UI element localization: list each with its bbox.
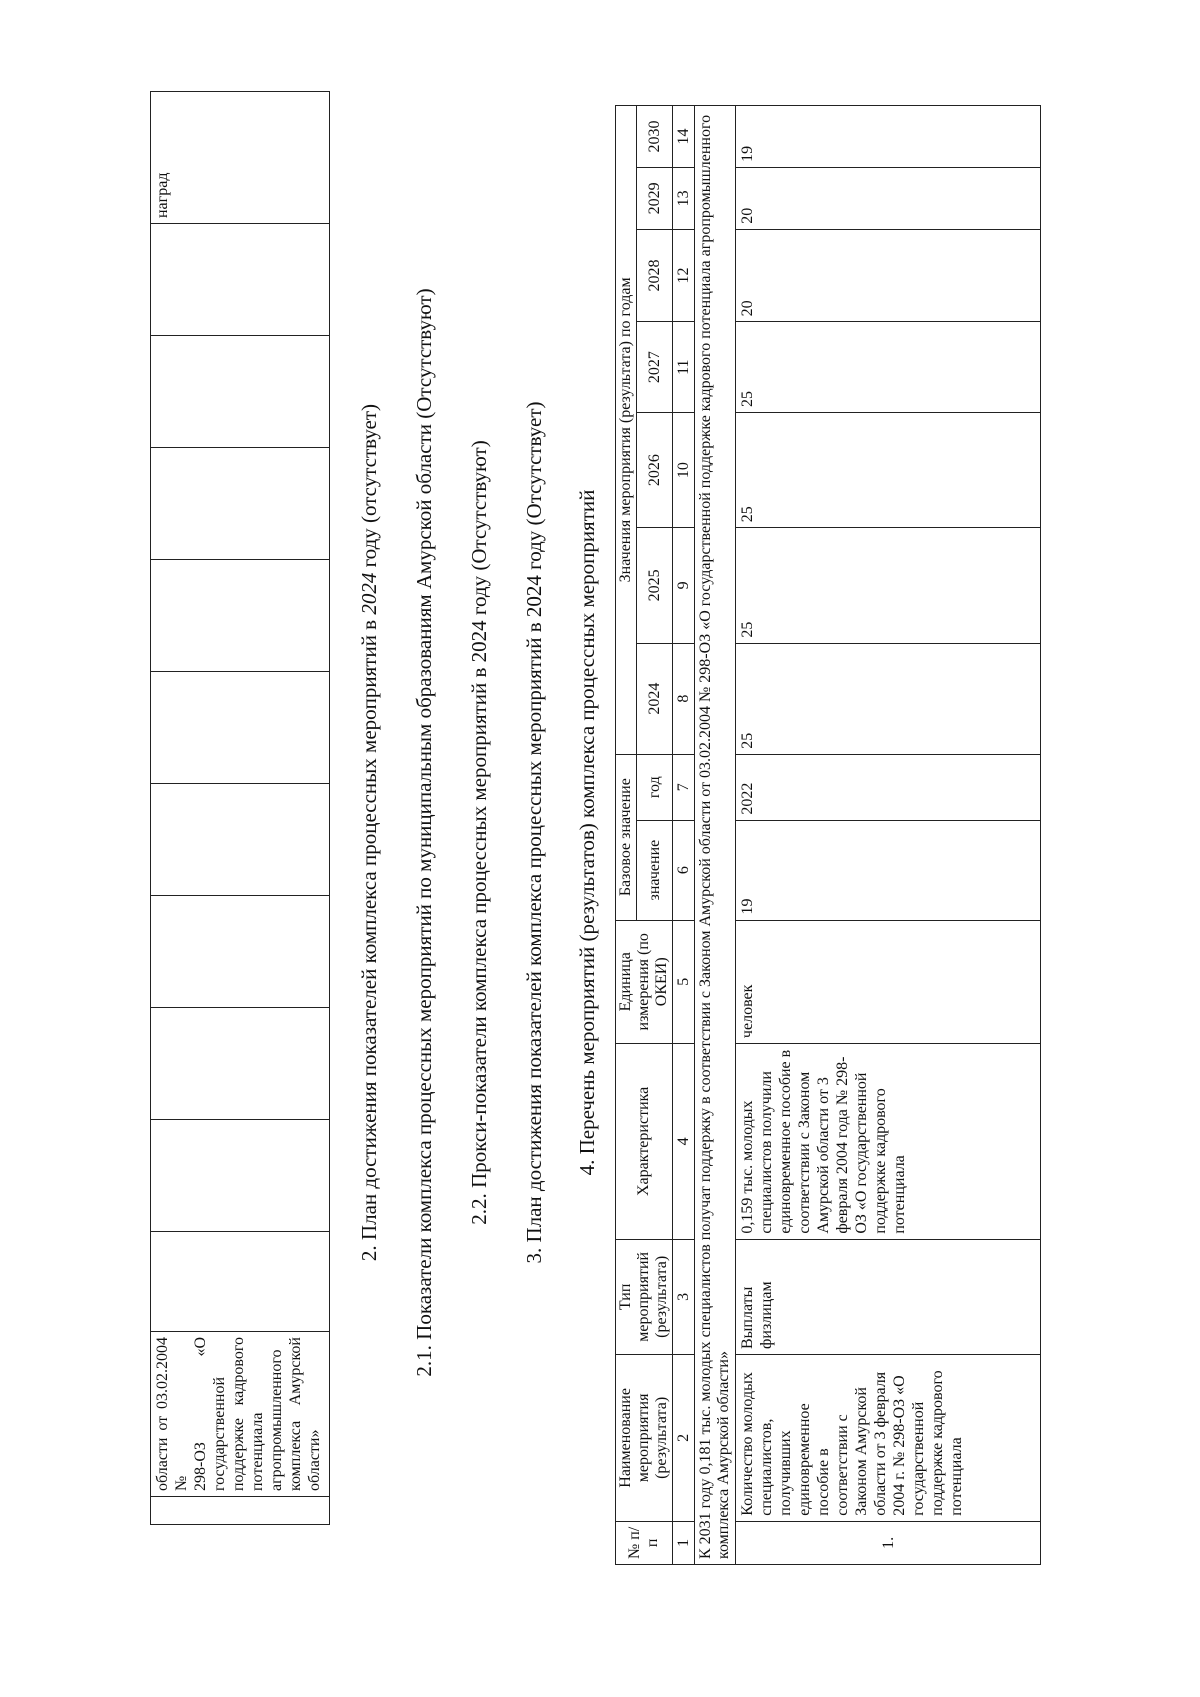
row-value-2025: 25: [736, 528, 1041, 643]
row-type: Выплаты физлицам: [736, 1239, 1041, 1354]
row-base-year: 2022: [736, 754, 1041, 820]
column-number: 12: [673, 229, 695, 322]
header-base: Базовое значение: [616, 754, 637, 920]
continued-cell-num: [151, 1497, 330, 1525]
continued-table: [150, 91, 330, 1525]
row-value-2024: 25: [736, 643, 1041, 754]
section-4-heading: 4. Перечень мероприятий (результатов) комплекса процессных мероприятий: [575, 489, 599, 1176]
continued-cell: [151, 560, 330, 672]
goal-row: К 2031 году 0,181 тыс. молодых специалистов получат поддержку в соответствии с Законом Амурской области от 03.02.2004 № 298-ОЗ «О государственной поддержке кадрового потенциала агропромышленного комплекса Амурской области»: [695, 106, 736, 1565]
continued-cell: [151, 784, 330, 896]
header-year: 2030: [637, 106, 673, 168]
row-value-2030: 19: [736, 106, 1041, 168]
header-year: 2025: [637, 528, 673, 643]
continued-cell: [151, 224, 330, 336]
section-2-2-heading: 2.2. Прокси-показатели комплекса процессных мероприятий в 2024 году (Отсутствуют): [467, 440, 491, 1225]
row-value-2028: 20: [736, 229, 1041, 322]
header-year: 2024: [637, 643, 673, 754]
header-base-year: год: [637, 754, 673, 820]
column-number: 8: [673, 643, 695, 754]
header-type: Тип мероприятий (результата): [616, 1239, 673, 1354]
continued-cell: [151, 1120, 330, 1232]
column-number: 1: [673, 1521, 695, 1564]
column-number: 6: [673, 820, 695, 920]
column-number: 14: [673, 106, 695, 168]
column-number: 7: [673, 754, 695, 820]
row-value-2029: 20: [736, 167, 1041, 229]
continued-cell: [151, 1232, 330, 1332]
header-year: 2029: [637, 167, 673, 229]
activities-table: [615, 105, 1041, 1565]
column-number: 9: [673, 528, 695, 643]
header-name: Наименование мероприятия (результата): [616, 1354, 673, 1521]
continued-cell: [151, 672, 330, 784]
header-year: 2026: [637, 412, 673, 527]
continued-cell: [151, 1008, 330, 1120]
column-number: 3: [673, 1239, 695, 1354]
continued-cell-last: наград: [151, 92, 330, 224]
header-num: № п/п: [616, 1521, 673, 1564]
column-number: 4: [673, 1044, 695, 1240]
row-value-2027: 25: [736, 322, 1041, 413]
row-value-2026: 25: [736, 412, 1041, 527]
header-values-by-year: Значения мероприятия (результата) по годам: [616, 106, 637, 755]
row-name: Количество молодых специалистов, получивших единовременное пособие в соответствии с Законом Амурской области от 3 февраля 2004 г. № 298-ОЗ «О государственной поддержке кадрового потенциала: [736, 1354, 1041, 1521]
column-number: 11: [673, 322, 695, 413]
section-3-heading: 3. План достижения показателей комплекса процессных мероприятий в 2024 году (Отсутствует): [522, 401, 546, 1264]
section-2-1-heading: 2.1. Показатели комплекса процессных мероприятий по муниципальным образованиям Амурской области (Отсутствуют): [412, 288, 436, 1377]
header-year: 2028: [637, 229, 673, 322]
column-number: 5: [673, 920, 695, 1044]
row-num: 1.: [736, 1521, 1041, 1564]
header-unit: Единица измерения (по ОКЕИ): [616, 920, 673, 1044]
rotated-content: [150, 100, 1130, 1565]
column-number: 10: [673, 412, 695, 527]
continued-cell: [151, 336, 330, 448]
column-number: 2: [673, 1354, 695, 1521]
column-number: 13: [673, 167, 695, 229]
header-year: 2027: [637, 322, 673, 413]
header-characteristic: Характеристика: [616, 1044, 673, 1240]
continued-cell: [151, 448, 330, 560]
row-characteristic: 0,159 тыс. молодых специалистов получили единовременное пособие в соответствии с Законом Амурской области от 3 февраля 2004 года № 298-ОЗ «О государственной поддержке кадрового потенциала: [736, 1044, 1041, 1240]
continued-cell: [151, 896, 330, 1008]
continued-cell-name: области от 03.02.2004 № 298-ОЗ «О государственной поддержке кадрового потенциала агропромышленного комплекса Амурской области»: [151, 1332, 330, 1497]
section-2-heading: 2. План достижения показателей комплекса процессных мероприятий в 2024 году (отсутствует): [357, 403, 381, 1262]
row-unit: человек: [736, 920, 1041, 1044]
header-base-value: значение: [637, 820, 673, 920]
row-base-value: 19: [736, 820, 1041, 920]
